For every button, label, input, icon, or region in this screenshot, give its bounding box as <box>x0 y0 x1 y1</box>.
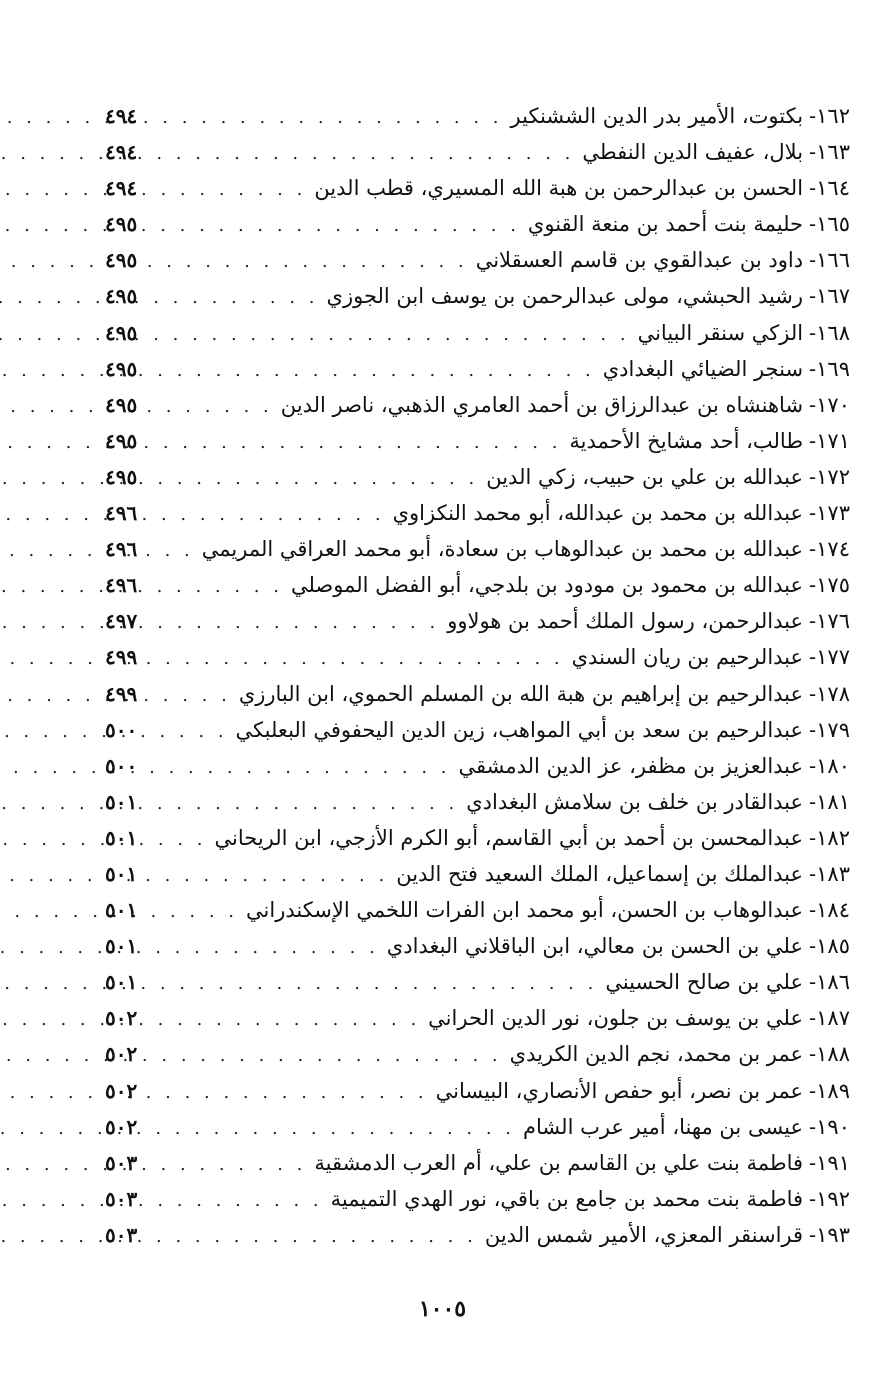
entry-page-number: ٥٠١ <box>105 789 138 814</box>
entry-page-number: ٥٠٠ <box>105 753 138 778</box>
index-entry <box>105 1181 850 1217</box>
index-entry <box>105 964 850 1000</box>
dot-leader <box>145 858 388 894</box>
entry-separator: - <box>809 176 817 201</box>
entry-name: الحسن بن عبدالرحمن بن هبة الله المسيري، قطب الدين <box>314 176 804 201</box>
dot-leader <box>145 605 439 641</box>
dot-leader <box>145 497 384 533</box>
dot-leader <box>145 172 306 208</box>
entry-number: ١٧٨ <box>816 681 850 706</box>
entry-page-number: ٤٩٥ <box>105 464 138 489</box>
index-entry <box>105 603 850 639</box>
index-entry <box>105 134 850 170</box>
index-entry <box>105 242 850 278</box>
entry-page-number: ٥٠١ <box>105 934 138 959</box>
entry-number: ١٧٧ <box>816 645 850 670</box>
dot-leader <box>145 136 574 172</box>
entry-name: عبدالملك بن إسماعيل، الملك السعيد فتح الدين <box>396 861 804 886</box>
entry-separator: - <box>809 1222 817 1247</box>
entry-page-number: ٤٩٩ <box>105 645 138 670</box>
index-entry <box>105 278 850 314</box>
entry-name: داود بن عبدالقوي بن قاسم العسقلاني <box>475 248 804 273</box>
entry-name: حليمة بنت أحمد بن منعة القنوي <box>527 212 804 237</box>
entry-separator: - <box>809 609 817 634</box>
entry-page-number: ٤٩٧ <box>105 609 138 634</box>
entry-name: عبدالله بن محمد بن عبدالوهاب بن سعادة، أبو محمد العراقي المريمي <box>201 537 804 562</box>
dot-leader <box>145 100 502 136</box>
entry-separator: - <box>809 392 817 417</box>
dot-leader <box>145 894 238 930</box>
index-entry <box>105 387 850 423</box>
index-entry <box>105 459 850 495</box>
entry-separator: - <box>809 898 817 923</box>
entry-page-number: ٤٩٦ <box>105 501 138 526</box>
dot-leader <box>145 930 379 966</box>
entry-name: عبدالله بن علي بن حبيب، زكي الدين <box>486 464 804 489</box>
entry-number: ١٦٣ <box>816 140 850 165</box>
entry-number: ١٨٦ <box>816 970 850 995</box>
dot-leader <box>145 641 563 677</box>
dot-leader <box>145 533 194 569</box>
dot-leader <box>145 966 597 1002</box>
entry-separator: - <box>809 537 817 562</box>
dot-leader <box>145 353 595 389</box>
entry-number: ١٧٤ <box>816 537 850 562</box>
dot-leader <box>145 280 318 316</box>
entry-page-number: ٥٠٣ <box>105 1150 138 1175</box>
index-entry <box>105 639 850 675</box>
entry-name: عبدالمحسن بن أحمد بن أبي القاسم، أبو الكرم الأزجي، ابن الريحاني <box>214 825 804 850</box>
entry-name: عبدالرحيم بن سعد بن أبي المواهب، زين الدين اليحفوفي البعلبكي <box>235 717 804 742</box>
entry-page-number: ٥٠٢ <box>105 1006 138 1031</box>
index-entry <box>105 1145 850 1181</box>
dot-leader <box>145 1183 322 1219</box>
entry-separator: - <box>809 934 817 959</box>
entry-name: عبدالوهاب بن الحسن، أبو محمد ابن الفرات اللخمي الإسكندراني <box>246 898 804 923</box>
entry-page-number: ٤٩٥ <box>105 392 138 417</box>
entry-separator: - <box>809 681 817 706</box>
entry-page-number: ٥٠٢ <box>105 1114 138 1139</box>
dot-leader <box>145 461 478 497</box>
index-entry <box>105 820 850 856</box>
entry-separator: - <box>809 1042 817 1067</box>
entry-number: ١٦٩ <box>816 356 850 381</box>
index-entry <box>105 1036 850 1072</box>
dot-leader <box>145 317 629 353</box>
entry-separator: - <box>809 1150 817 1175</box>
entry-page-number: ٤٩٥ <box>105 320 138 345</box>
entry-page-number: ٤٩٥ <box>105 428 138 453</box>
entry-separator: - <box>809 1006 817 1031</box>
entry-number: ١٩١ <box>816 1150 850 1175</box>
index-entry <box>105 1109 850 1145</box>
index-entry <box>105 784 850 820</box>
index-entry <box>105 1000 850 1036</box>
index-entry <box>105 1073 850 1109</box>
entry-page-number: ٥٠١ <box>105 825 138 850</box>
entry-name: بلال، عفيف الدين النفطي <box>582 140 804 165</box>
entry-number: ١٦٧ <box>816 284 850 309</box>
entry-number: ١٩٠ <box>816 1114 850 1139</box>
entry-name: عبدالرحيم بن ريان السندي <box>571 645 804 670</box>
entry-name: عبدالرحمن، رسول الملك أحمد بن هولاوو <box>447 609 804 634</box>
entry-page-number: ٤٩٥ <box>105 356 138 381</box>
dot-leader <box>145 714 227 750</box>
entry-number: ١٨٣ <box>816 861 850 886</box>
entry-number: ١٧٩ <box>816 717 850 742</box>
index-entry <box>105 170 850 206</box>
entry-name: عمر بن نصر، أبو حفص الأنصاري، البيساني <box>435 1078 804 1103</box>
entry-page-number: ٤٩٩ <box>105 681 138 706</box>
dot-leader <box>145 425 561 461</box>
entry-separator: - <box>809 464 817 489</box>
entry-name: سنجر الضيائي البغدادي <box>602 356 804 381</box>
dot-leader <box>145 569 283 605</box>
entry-number: ١٦٦ <box>816 248 850 273</box>
page-number: ١٠٠٥ <box>418 1296 467 1322</box>
index-entry <box>105 712 850 748</box>
entry-page-number: ٤٩٤ <box>105 176 138 201</box>
entry-name: فاطمة بنت علي بن القاسم بن علي، أم العرب الدمشقية <box>314 1150 804 1175</box>
entry-page-number: ٥٠٣ <box>105 1186 138 1211</box>
entry-name: عبدالرحيم بن إبراهيم بن هبة الله بن المسلم الحموي، ابن البارزي <box>238 681 804 706</box>
entry-number: ١٧٠ <box>816 392 850 417</box>
entry-page-number: ٥٠١ <box>105 898 138 923</box>
entry-name: طالب، أحد مشايخ الأحمدية <box>569 428 804 453</box>
entry-separator: - <box>809 1078 817 1103</box>
entry-name: علي بن صالح الحسيني <box>605 970 804 995</box>
entry-page-number: ٤٩٦ <box>105 573 138 598</box>
dot-leader <box>145 1038 501 1074</box>
entry-name: عبدالقادر بن خلف بن سلامش البغدادي <box>466 789 804 814</box>
index-entry <box>105 892 850 928</box>
entry-name: شاهنشاه بن عبدالرزاق بن أحمد العامري الذهبي، ناصر الدين <box>280 392 804 417</box>
entry-name: علي بن الحسن بن معالي، ابن الباقلاني البغدادي <box>386 934 804 959</box>
entry-number: ١٨٨ <box>816 1042 850 1067</box>
entry-name: قراسنقر المعزي، الأمير شمس الدين <box>484 1222 804 1247</box>
entry-name: بكتوت، الأمير بدر الدين الششنكير <box>510 104 804 128</box>
index-entry <box>105 676 850 712</box>
entry-number: ١٩٣ <box>816 1222 850 1247</box>
entry-separator: - <box>809 428 817 453</box>
entry-page-number: ٤٩٥ <box>105 248 138 273</box>
index-entry <box>105 351 850 387</box>
entry-page-number: ٥٠٢ <box>105 1042 138 1067</box>
entry-page-number: ٤٩٤ <box>105 140 138 165</box>
entry-page-number: ٥٠٠ <box>105 717 138 742</box>
index-entry <box>105 1217 850 1253</box>
dot-leader <box>145 1002 420 1038</box>
index-entry <box>105 856 850 892</box>
entry-page-number: ٥٠١ <box>105 970 138 995</box>
dot-leader <box>145 389 273 425</box>
entry-number: ١٨٩ <box>816 1078 850 1103</box>
index-entry <box>105 531 850 567</box>
index-entry <box>105 423 850 459</box>
dot-leader <box>145 244 467 280</box>
entry-name: عيسى بن مهنا، أمير عرب الشام <box>523 1114 804 1139</box>
entry-number: ١٦٨ <box>816 320 850 345</box>
entry-page-number: ٥٠٢ <box>105 1078 138 1103</box>
entry-name: علي بن يوسف بن جلون، نور الدين الحراني <box>428 1006 804 1031</box>
entry-number: ١٦٥ <box>816 212 850 237</box>
entry-separator: - <box>809 284 817 309</box>
entry-number: ١٩٢ <box>816 1186 850 1211</box>
dot-leader <box>145 1147 306 1183</box>
index-entry <box>105 315 850 351</box>
entry-number: ١٨٤ <box>816 898 850 923</box>
dot-leader <box>145 678 231 714</box>
entry-name: عبدالله بن محمد بن عبدالله، أبو محمد النكزاوي <box>392 501 804 526</box>
entry-number: ١٧٣ <box>816 501 850 526</box>
entry-separator: - <box>809 645 817 670</box>
dot-leader <box>145 1075 427 1111</box>
entry-page-number: ٥٠١ <box>105 861 138 886</box>
entry-separator: - <box>809 861 817 886</box>
entry-page-number: ٤٩٥ <box>105 212 138 237</box>
entry-separator: - <box>809 789 817 814</box>
entry-separator: - <box>809 212 817 237</box>
entry-separator: - <box>809 320 817 345</box>
entry-page-number: ٤٩٥ <box>105 284 138 309</box>
index-entry <box>105 748 850 784</box>
index-entry <box>105 567 850 603</box>
entry-name: الزكي سنقر البياني <box>637 320 804 345</box>
entry-number: ١٨٢ <box>816 825 850 850</box>
dot-leader <box>145 822 206 858</box>
dot-leader <box>145 750 450 786</box>
entry-number: ١٦٤ <box>816 176 850 201</box>
entry-number: ١٧٦ <box>816 609 850 634</box>
entry-number: ١٨٧ <box>816 1006 850 1031</box>
dot-leader <box>145 208 520 244</box>
index-entry <box>105 928 850 964</box>
entry-number: ١٨٠ <box>816 753 850 778</box>
entry-number: ١٨١ <box>816 789 850 814</box>
entry-number: ١٧٥ <box>816 573 850 598</box>
entry-separator: - <box>809 970 817 995</box>
entry-page-number: ٥٠٣ <box>105 1222 138 1247</box>
dot-leader <box>145 786 458 822</box>
index-entry <box>105 98 850 134</box>
index-list <box>105 98 850 1253</box>
entry-page-number: ٤٩٦ <box>105 537 138 562</box>
entry-separator: - <box>809 1114 817 1139</box>
entry-separator: - <box>809 717 817 742</box>
index-entry <box>105 206 850 242</box>
entry-separator: - <box>809 104 817 128</box>
entry-separator: - <box>809 825 817 850</box>
entry-separator: - <box>809 573 817 598</box>
entry-separator: - <box>809 140 817 165</box>
entry-name: عبدالعزيز بن مظفر، عز الدين الدمشقي <box>458 753 804 778</box>
dot-leader <box>145 1111 515 1147</box>
entry-name: فاطمة بنت محمد بن جامع بن باقي، نور الهدي التميمية <box>330 1186 804 1211</box>
entry-page-number: ٤٩٤ <box>105 104 138 128</box>
entry-number: ١٦٢ <box>816 104 850 128</box>
entry-separator: - <box>809 248 817 273</box>
entry-number: ١٧٢ <box>816 464 850 489</box>
entry-name: عبدالله بن محمود بن مودود بن بلدجي، أبو الفضل الموصلي <box>290 573 804 598</box>
entry-separator: - <box>809 501 817 526</box>
dot-leader <box>145 1219 477 1255</box>
entry-name: رشيد الحبشي، مولى عبدالرحمن بن يوسف ابن الجوزي <box>326 284 804 309</box>
entry-number: ١٧١ <box>816 428 850 453</box>
entry-separator: - <box>809 1186 817 1211</box>
index-entry <box>105 495 850 531</box>
entry-separator: - <box>809 356 817 381</box>
entry-number: ١٨٥ <box>816 934 850 959</box>
entry-separator: - <box>809 753 817 778</box>
entry-name: عمر بن محمد، نجم الدين الكريدي <box>509 1042 804 1067</box>
